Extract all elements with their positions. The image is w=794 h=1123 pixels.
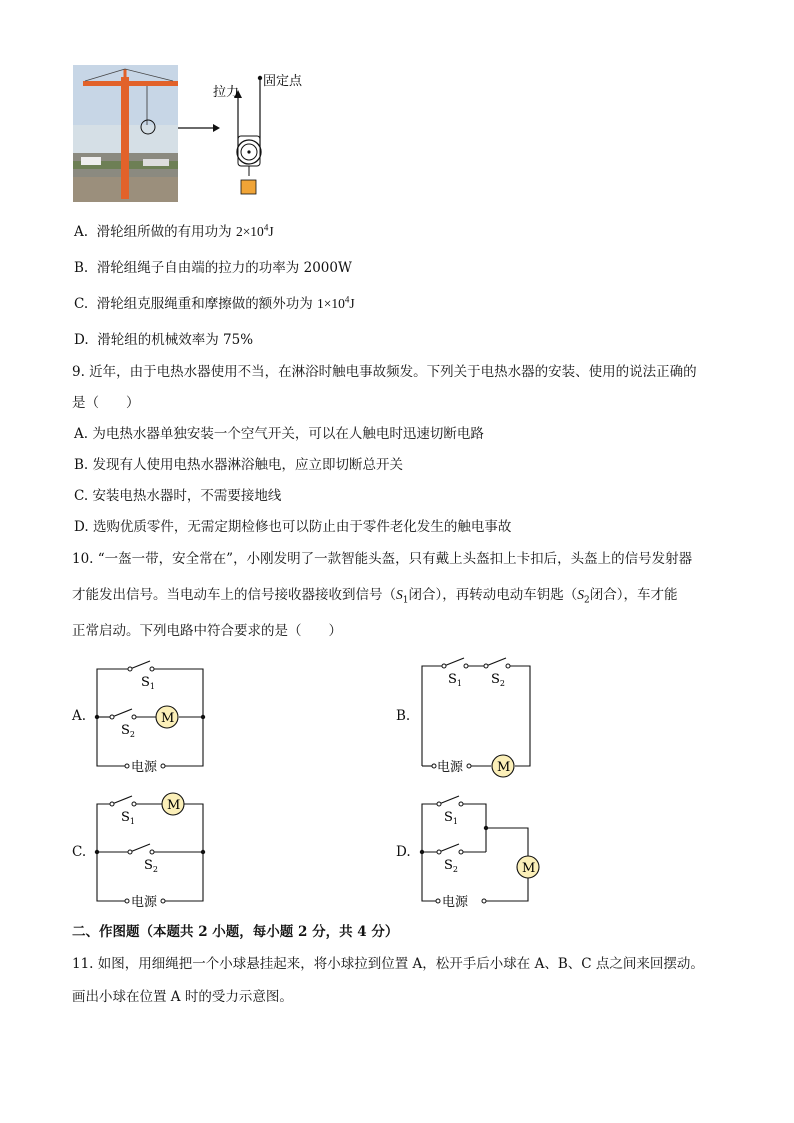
formula: $2\times 10^4J$ [235,222,274,239]
q8-option-b[interactable]: B. 滑轮组绳子自由端的拉力的功率为 2000W [74,260,352,276]
q9-option-a[interactable]: A. 为电热水器单独安装一个空气开关，可以在人触电时迅速切断电路 [74,426,484,442]
svg-text:S2: $S_2$ [444,858,458,874]
section-title: 二、作图题（本题共 2 小题，每小题 2 分，共 4 分） [72,924,399,940]
crane-photo [73,65,178,202]
q8-option-a[interactable]: A. 滑轮组所做的有用功为 $2\times 10^4J$ [74,222,274,240]
svg-text:S2: $S_2$ [121,723,135,739]
circuit-a-label[interactable]: A. [72,708,87,724]
svg-text:电源: 电源 [442,895,469,910]
svg-text:M: M [161,711,175,726]
q11-stem-1: 11. 如图，用细绳把一个小球悬挂起来，将小球拉到位置 A，松开手后小球在 A、B、C 点之间来回摆动。 [72,956,704,972]
q9-option-d[interactable]: D. 选购优质零件，无需定期检修也可以防止由于零件老化发生的触电事故 [74,519,512,535]
svg-text:电源: 电源 [131,760,158,775]
circuit-a[interactable] [90,655,220,780]
q8-option-c[interactable]: C. 滑轮组克服绳重和摩擦做的额外功为 $1\times 10^4J$ [74,294,355,312]
q9-stem-2: 是（ ） [72,395,140,411]
q10-stem-3: 正常启动。下列电路中符合要求的是（ ） [72,623,342,639]
q9-option-c[interactable]: C. 安装电热水器时，不需要接地线 [74,488,282,504]
circuit-b[interactable] [414,650,544,780]
svg-text:S1: $S_1$ [121,810,135,826]
q10-stem-1: 10. “一盔一带，安全常在”，小刚发明了一款智能头盔，只有戴上头盔扣上卡扣后，头盔上的信号发射器 [72,551,693,567]
q8-option-d[interactable]: D. 滑轮组的机械效率为 75% [74,332,254,348]
q10-stem-2: 才能发出信号。当电动车上的信号接收器接收到信号（$S_1$闭合），再转动电动车钥匙（$S_2$闭合），车才能 [72,587,678,606]
svg-text:电源: 电源 [437,760,464,775]
svg-text:M: M [497,760,511,775]
svg-text:S2: $S_2$ [491,672,505,688]
q9-stem-1: 9. 近年，由于电热水器使用不当，在淋浴时触电事故频发。下列关于电热水器的安装、使用的说法正确的 [72,364,697,380]
circuit-c[interactable] [90,790,220,915]
svg-text:电源: 电源 [131,895,158,910]
crane-image [73,65,178,202]
circuit-c-label[interactable]: C. [72,844,87,860]
fixed-point-label: 固定点 [263,74,303,89]
circuit-d-label[interactable]: D. [396,844,411,860]
circuit-b-label[interactable]: B. [396,708,411,724]
pull-label: 拉力 [213,85,240,100]
q9-option-b[interactable]: B. 发现有人使用电热水器淋浴触电，应立即切断总开关 [74,457,404,473]
svg-text:S1: $S_1$ [448,672,462,688]
svg-text:S1: $S_1$ [444,810,458,826]
q11-stem-2: 画出小球在位置 A 时的受力示意图。 [72,989,293,1005]
svg-text:S1: $S_1$ [141,675,155,691]
formula: $1\times 10^4J$ [317,294,355,311]
svg-text:S2: $S_2$ [144,858,158,874]
circuit-d[interactable] [414,790,554,915]
svg-text:M: M [167,798,181,813]
pulley-diagram [178,68,328,208]
svg-text:M: M [522,861,536,876]
